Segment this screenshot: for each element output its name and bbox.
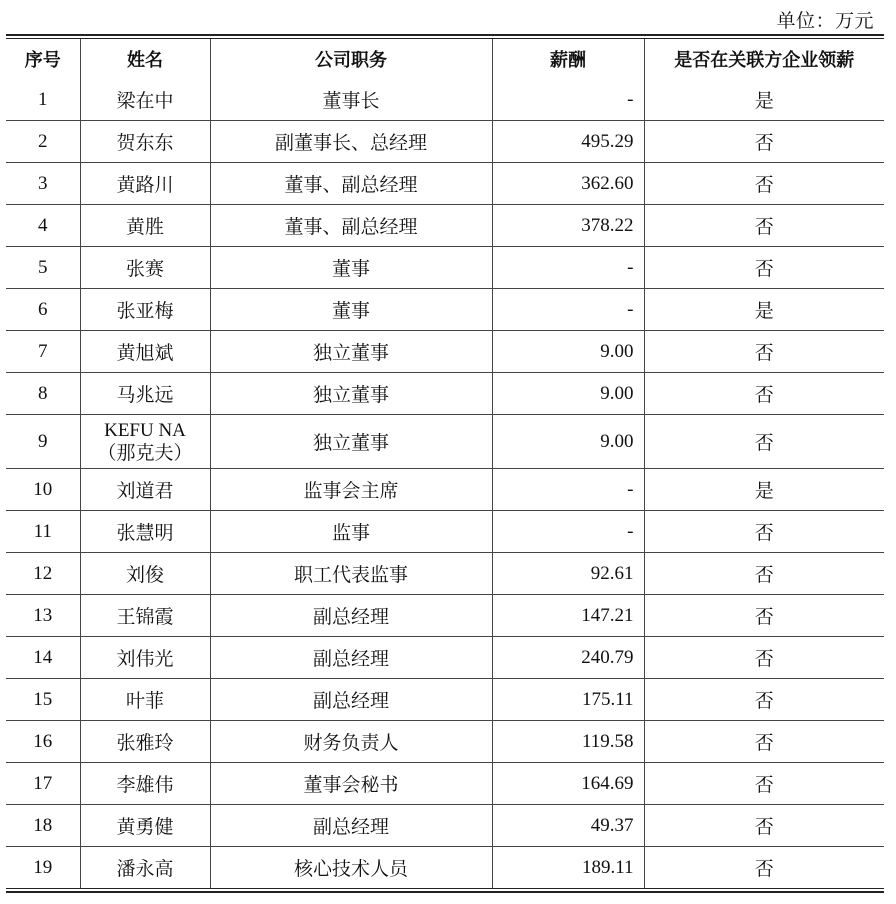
cell-name: 黄旭斌 [80, 331, 210, 373]
cell-pay: - [492, 289, 644, 331]
header-name: 姓名 [80, 39, 210, 79]
cell-pay: 147.21 [492, 595, 644, 637]
cell-title: 财务负责人 [210, 721, 492, 763]
cell-title: 副总经理 [210, 595, 492, 637]
table-row [6, 553, 884, 595]
unit-label: 单位：万元 [776, 11, 874, 32]
cell-pay: 9.00 [492, 415, 644, 469]
cell-title: 副总经理 [210, 805, 492, 847]
cell-related: 否 [644, 595, 884, 637]
cell-title: 核心技术人员 [210, 847, 492, 889]
table-row [6, 373, 884, 415]
cell-no: 17 [6, 763, 80, 805]
table-row [6, 637, 884, 679]
cell-pay: - [492, 79, 644, 121]
cell-pay: - [492, 511, 644, 553]
table-row [6, 847, 884, 889]
table-row [6, 289, 884, 331]
cell-related: 否 [644, 331, 884, 373]
cell-related: 否 [644, 847, 884, 889]
cell-title: 独立董事 [210, 331, 492, 373]
cell-pay: 240.79 [492, 637, 644, 679]
cell-title: 独立董事 [210, 415, 492, 469]
header-pay: 薪酬 [492, 39, 644, 79]
cell-name: 张赛 [80, 247, 210, 289]
cell-title: 职工代表监事 [210, 553, 492, 595]
cell-related: 否 [644, 805, 884, 847]
cell-name: 刘俊 [80, 553, 210, 595]
cell-name-line2: （那克夫） [97, 442, 193, 464]
cell-name: 李雄伟 [80, 763, 210, 805]
table-row [6, 205, 884, 247]
cell-no: 8 [6, 373, 80, 415]
cell-no: 2 [6, 121, 80, 163]
cell-no: 7 [6, 331, 80, 373]
cell-related: 否 [644, 415, 884, 469]
cell-related: 否 [644, 763, 884, 805]
table-row [6, 79, 884, 121]
cell-title: 副董事长、总经理 [210, 121, 492, 163]
table-row [6, 163, 884, 205]
table-row [6, 331, 884, 373]
cell-pay: 189.11 [492, 847, 644, 889]
table-row [6, 805, 884, 847]
cell-pay: 175.11 [492, 679, 644, 721]
cell-name-line1: KEFU NA [104, 419, 186, 441]
cell-related: 否 [644, 721, 884, 763]
compensation-table-wrapper [6, 34, 884, 893]
compensation-table [6, 39, 884, 888]
cell-related: 否 [644, 637, 884, 679]
cell-no: 19 [6, 847, 80, 889]
cell-title: 独立董事 [210, 373, 492, 415]
header-related: 是否在关联方企业领薪 [644, 39, 884, 79]
cell-no: 9 [6, 415, 80, 469]
cell-no: 4 [6, 205, 80, 247]
cell-title: 董事长 [210, 79, 492, 121]
cell-title: 董事会秘书 [210, 763, 492, 805]
cell-pay: 378.22 [492, 205, 644, 247]
cell-title: 董事、副总经理 [210, 163, 492, 205]
cell-related: 是 [644, 469, 884, 511]
cell-related: 否 [644, 163, 884, 205]
cell-title: 副总经理 [210, 637, 492, 679]
cell-title: 董事 [210, 289, 492, 331]
cell-no: 1 [6, 79, 80, 121]
cell-related: 否 [644, 679, 884, 721]
cell-related: 否 [644, 121, 884, 163]
cell-name: 黄勇健 [80, 805, 210, 847]
cell-name: 王锦霞 [80, 595, 210, 637]
cell-pay: - [492, 247, 644, 289]
cell-name [80, 415, 210, 469]
table-row [6, 469, 884, 511]
cell-no: 15 [6, 679, 80, 721]
cell-pay: 164.69 [492, 763, 644, 805]
cell-no: 5 [6, 247, 80, 289]
cell-related: 否 [644, 553, 884, 595]
cell-name: 黄路川 [80, 163, 210, 205]
cell-related: 否 [644, 373, 884, 415]
table-row [6, 679, 884, 721]
cell-no: 6 [6, 289, 80, 331]
cell-title: 董事 [210, 247, 492, 289]
cell-name: 张亚梅 [80, 289, 210, 331]
cell-no: 16 [6, 721, 80, 763]
cell-title: 副总经理 [210, 679, 492, 721]
cell-name: 张雅玲 [80, 721, 210, 763]
table-row [6, 595, 884, 637]
cell-pay: - [492, 469, 644, 511]
cell-related: 否 [644, 205, 884, 247]
cell-pay: 9.00 [492, 331, 644, 373]
cell-no: 12 [6, 553, 80, 595]
table-row [6, 415, 884, 469]
cell-name: 刘道君 [80, 469, 210, 511]
cell-name: 张慧明 [80, 511, 210, 553]
cell-name: 潘永高 [80, 847, 210, 889]
header-row [6, 39, 884, 79]
cell-pay: 362.60 [492, 163, 644, 205]
cell-name: 叶菲 [80, 679, 210, 721]
cell-pay: 92.61 [492, 553, 644, 595]
cell-name: 马兆远 [80, 373, 210, 415]
cell-title: 监事 [210, 511, 492, 553]
cell-name: 贺东东 [80, 121, 210, 163]
cell-no: 11 [6, 511, 80, 553]
cell-pay: 49.37 [492, 805, 644, 847]
cell-title: 董事、副总经理 [210, 205, 492, 247]
table-row [6, 763, 884, 805]
header-title: 公司职务 [210, 39, 492, 79]
cell-pay: 495.29 [492, 121, 644, 163]
cell-pay: 119.58 [492, 721, 644, 763]
cell-no: 13 [6, 595, 80, 637]
cell-name: 梁在中 [80, 79, 210, 121]
table-row [6, 121, 884, 163]
table-row [6, 721, 884, 763]
cell-no: 14 [6, 637, 80, 679]
header-no: 序号 [6, 39, 80, 79]
cell-no: 10 [6, 469, 80, 511]
cell-no: 3 [6, 163, 80, 205]
table-bottom-rule [6, 888, 884, 893]
table-row [6, 247, 884, 289]
cell-related: 是 [644, 79, 884, 121]
cell-related: 否 [644, 247, 884, 289]
cell-name: 黄胜 [80, 205, 210, 247]
table-body [6, 79, 884, 888]
table-row [6, 511, 884, 553]
cell-related: 是 [644, 289, 884, 331]
cell-no: 18 [6, 805, 80, 847]
cell-title: 监事会主席 [210, 469, 492, 511]
cell-name: 刘伟光 [80, 637, 210, 679]
cell-related: 否 [644, 511, 884, 553]
cell-pay: 9.00 [492, 373, 644, 415]
